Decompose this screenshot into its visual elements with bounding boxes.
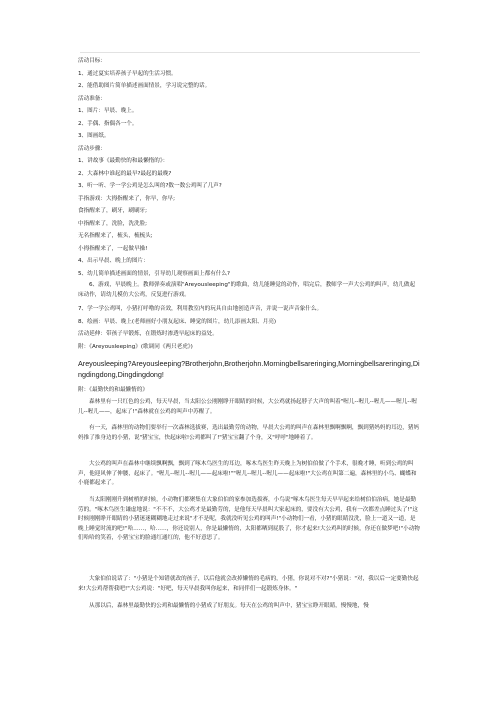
song-title: 附：《Areyousleeping》(歌调同《两只老虎》) xyxy=(78,343,193,350)
english-lyrics: Areyousleeping?Areyousleeping?Brotherjohn,Brotherjohn.Morningbellsareringing,Morningbellsareringing,Dingdingdong,Dingdingdong! xyxy=(78,359,420,379)
story-paragraph: 大象伯伯说话了："小猪是个知错就改的孩子，以后他就会改掉懒惰的毛病的，小猪，你说对不对?"小猪说："对，我以后一定要勤快起来!大公鸡帮帮我吧!"大公鸡说："好吧，每天早晨我叫你起来，和同伴们一起锻炼身体。" xyxy=(78,576,419,592)
story-paragraph: 大公鸡的叫声在森林中继续飘啊飘，飘到了啄木鸟医生的耳边，啄木鸟医生昨天晚上为树伯伯做了个手术，很晚才睡，听到公鸡的叫声，他迎风伸了伸腰，起床了。"喔儿--喔儿--喔儿——起床啦!""喔儿--喔儿--喔儿——起床啦!"大公鸡在叫第二遍，森林里的小鸟、蝴蝶和小鹿都起来了。 xyxy=(78,461,417,486)
goal-line: 1、通过夏实培养孩子早起的生活习惯。 xyxy=(78,70,177,77)
prep-heading: 活动准备： xyxy=(78,95,106,102)
step-line: 1、讲故事《最勤快的和最懒惰的》： xyxy=(78,158,169,164)
step-line: 8、绘画：早晨、晚上(老师画好小朋友起床、睡觉的图片，幼儿添画太阳、月亮) xyxy=(78,318,277,325)
step-line: 7、学一学公鸡叫，小猪打呼噜的音效，利用教室内的玩具自由地创造声音，并说一说声音象什么。 xyxy=(78,306,323,312)
step-line: 4、出示早晨、晚上的图片： xyxy=(78,258,149,264)
finger-game-line: 小拇指醒来了，一起做早操! xyxy=(78,245,148,252)
finger-game-line: 中指醒来了，洗脸，洗洗脸; xyxy=(78,220,148,227)
story-paragraph: 从那以后，森林里最勤快的公鸡和最懒惰的小猪成了好朋友。每天在公鸡的叫声中，猪宝宝睁开眼睛，慢慢地，慢 xyxy=(89,603,369,609)
steps-heading: 活动步骤： xyxy=(78,145,106,152)
story-title: 附：《最勤快的和最懒惰的》 xyxy=(78,387,148,393)
goals-heading: 活动目标： xyxy=(78,58,106,64)
finger-game-line: 食指醒来了，刷牙，刷刷牙; xyxy=(78,208,148,214)
step-line: 5、幼儿简单描述画面的情景，引导幼儿观察画面上都有什么? xyxy=(78,270,230,277)
prep-line: 3、图画纸。 xyxy=(78,133,110,139)
story-paragraph: 当太阳刚刚升到树梢的时候，小动物们都聚集在大象伯伯的家参加选拔赛，小鸟说"啄木鸟医生每天早早起来给树伯伯治病，她是最勤劳的。"啄木鸟医生谦虚地说："不不不，大公鸡才是最勤劳的，是他每天早晨叫大家起床的，要没有大公鸡，我有一次都差点睡过头了!"这时候刚刚睁开眼睛的小猪迷迷糊糊地走过来说"才不是呢，我就没听见公鸡的叫声!"小动物们一看，小猪的眼睛没洗，脸上一道又一道，是晚上睡觉时流的吧!"哈……，哈……，你还说别人，你是最懒惰的，太阳都晒到屁股了，你才起来!大公鸡叫的时候，你还在做梦吧!"小动物们哈哈的笑着，小猪宝宝的脸通红通红的，他不好意思了。 xyxy=(78,497,420,541)
extension-line: 活动延伸：带孩子早锻炼，在锻炼时渗透早起床的益处。 xyxy=(78,331,218,337)
prep-line: 1、图片：早晨、晚上。 xyxy=(78,108,138,114)
step-line: 2、大森林中谁起的最早?最起的最晚? xyxy=(78,170,172,177)
story-paragraph: 有一天，森林里的动物们要举行一次森林选拔赛，选出最勤劳的动物，早晨大公鸡的叫声在森林里飘啊飘啊，飘到猪妈妈的耳边，猪妈妈推了推身边的小猪，说"猪宝宝，快起床啦!公鸡都叫了!"猪宝宝翻了个身，又"呼呼"地睡着了。 xyxy=(78,425,420,441)
finger-game-line: 无名指醒来了，梳头，梳梳头; xyxy=(78,233,153,239)
step-6-paragraph: 6、游戏，早晨晚上。教师弹奏或演唱"Areyousleeping"的歌曲，幼儿能睡觉的动作，唱完后，教师学一声大公鸡的叫声，幼儿做起床动作，请幼儿模仿大公鸡，反复进行游戏。 xyxy=(78,282,416,298)
step-line: 3、听一听、学一学公鸡是怎么叫的?数一数公鸡叫了几声? xyxy=(78,183,222,189)
prep-line: 2、手偶、指偶各一个。 xyxy=(78,120,138,127)
header-rule xyxy=(80,52,420,53)
story-paragraph: 森林里有一只红色的公鸡，每天早晨，当太阳公公刚刚睁开眼睛的时候，大公鸡就扬起脖子大声的叫着"喔儿--喔儿--喔儿——喔儿--喔儿--喔儿——，起床了!"森林就在公鸡的叫声中苏醒了。 xyxy=(78,399,417,415)
finger-game-line: 手指游戏：大拇指醒来了，你早，你早; xyxy=(78,195,175,202)
goal-line: 2、能借助图片简单描述画面情景，学习说完整的话。 xyxy=(78,83,211,89)
